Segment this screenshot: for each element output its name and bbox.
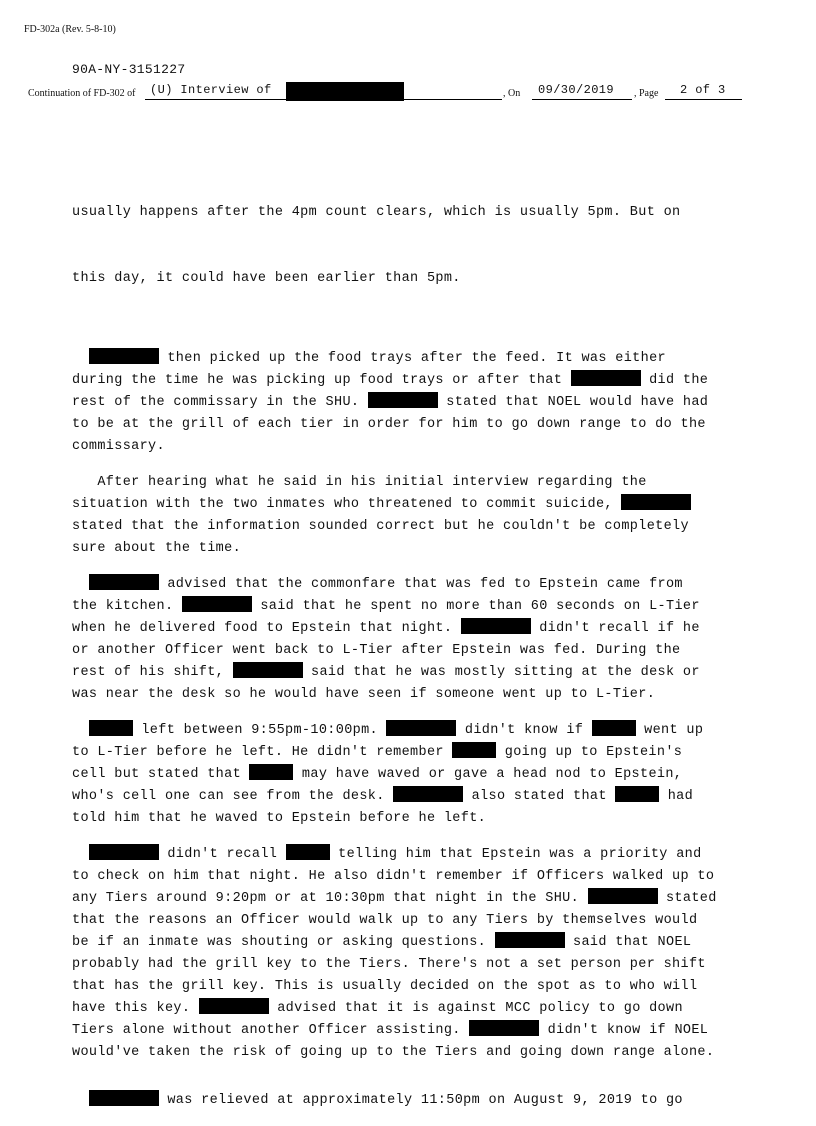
text-segment: didn't recall (158, 847, 286, 862)
text-segment: didn't know if NOEL (539, 1023, 709, 1038)
text-line (72, 1020, 752, 1042)
redaction-block (89, 844, 159, 860)
file-number: 90A-NY-3151227 (72, 62, 186, 77)
redaction-block (286, 82, 404, 101)
redaction-block (199, 998, 269, 1014)
text-line (72, 1090, 752, 1112)
text-segment: that the reasons an Officer would walk up to any Tiers by themselves would (72, 913, 698, 928)
page-label: , Page (634, 88, 659, 99)
text-segment (72, 577, 89, 592)
text-line (72, 888, 752, 910)
text-segment: sure about the time. (72, 541, 242, 556)
text-segment: said that he spent no more than 60 seconds on L-Tier (251, 599, 700, 614)
text-segment: would've taken the risk of going up to the Tiers and going down range alone. (72, 1045, 715, 1060)
text-line (72, 910, 752, 932)
text-line (72, 932, 752, 954)
text-line (72, 370, 752, 392)
text-line (72, 844, 752, 866)
text-segment: then picked up the food trays after the feed. It was either (158, 351, 666, 366)
redaction-block (461, 618, 531, 634)
text-segment (72, 351, 89, 366)
text-line (72, 764, 752, 786)
page-value: 2 of 3 (680, 83, 726, 97)
text-line (72, 392, 752, 414)
text-segment: that has the grill key. This is usually decided on the spot as to who will (72, 979, 698, 994)
text-line (72, 866, 752, 888)
text-segment: did the (640, 373, 709, 388)
redaction-block (621, 494, 691, 510)
text-segment: also stated that (463, 789, 616, 804)
text-segment: said that NOEL (564, 935, 692, 950)
text-line (72, 720, 752, 742)
text-segment: said that he was mostly sitting at the desk or (302, 665, 700, 680)
text-line (72, 808, 752, 830)
redaction-block (592, 720, 636, 736)
date-underline (532, 99, 632, 100)
redaction-block (386, 720, 456, 736)
redaction-block (469, 1020, 539, 1036)
text-line (72, 538, 752, 560)
text-line: this day, it could have been earlier than 5pm. (72, 271, 461, 286)
text-segment: didn't know if (456, 723, 592, 738)
text-segment: going up to Epstein's (496, 745, 683, 760)
text-line (72, 662, 752, 684)
redaction-block (249, 764, 293, 780)
redaction-block (89, 348, 159, 364)
text-line (72, 954, 752, 976)
text-line (72, 348, 752, 370)
text-line (72, 516, 752, 538)
page-underline (665, 99, 742, 100)
text-segment: rest of the commissary in the SHU. (72, 395, 368, 410)
redaction-block (182, 596, 252, 612)
text-segment: stated (657, 891, 717, 906)
text-segment: After hearing what he said in his initial interview regarding the (72, 475, 647, 490)
redaction-block (588, 888, 658, 904)
redaction-block (615, 786, 659, 802)
text-segment: be if an inmate was shouting or asking questions. (72, 935, 495, 950)
text-line (72, 640, 752, 662)
on-label: , On (503, 88, 521, 99)
text-segment: probably had the grill key to the Tiers. There's not a set person per shift (72, 957, 706, 972)
paragraph-3 (72, 472, 752, 560)
text-segment: didn't recall if he (530, 621, 700, 636)
continuation-label: Continuation of FD-302 of (28, 88, 136, 99)
text-line (72, 684, 752, 706)
text-segment: had (659, 789, 694, 804)
text-line (72, 1042, 752, 1064)
text-segment: stated that the information sounded correct but he couldn't be completely (72, 519, 689, 534)
redaction-block (571, 370, 641, 386)
text-line (72, 596, 752, 618)
text-segment (72, 1093, 89, 1108)
text-segment: to L-Tier before he left. He didn't remember (72, 745, 453, 760)
text-segment: cell but stated that (72, 767, 250, 782)
text-segment: the kitchen. (72, 599, 182, 614)
text-segment: telling him that Epstein was a priority and (329, 847, 702, 862)
date-value: 09/30/2019 (538, 83, 615, 97)
text-segment (72, 847, 89, 862)
paragraph-2 (72, 348, 752, 458)
text-line: usually happens after the 4pm count clears, which is usually 5pm. But on (72, 205, 681, 220)
redaction-block (233, 662, 303, 678)
redaction-block (89, 1090, 159, 1106)
text-line (72, 786, 752, 808)
paragraph-7 (72, 1090, 752, 1112)
text-segment (72, 723, 89, 738)
form-id: FD-302a (Rev. 5-8-10) (24, 24, 116, 35)
text-segment: who's cell one can see from the desk. (72, 789, 394, 804)
paragraph-6 (72, 844, 752, 1064)
text-segment: advised that the commonfare that was fed to Epstein came from (158, 577, 683, 592)
text-segment: was relieved at approximately 11:50pm on August 9, 2019 to go (158, 1093, 683, 1108)
text-line (72, 494, 752, 516)
text-segment: to be at the grill of each tier in order for him to go down range to do the (72, 417, 706, 432)
redaction-block (89, 720, 133, 736)
text-segment: left between 9:55pm-10:00pm. (132, 723, 387, 738)
text-segment: any Tiers around 9:20pm or at 10:30pm that night in the SHU. (72, 891, 588, 906)
redaction-block (286, 844, 330, 860)
text-segment: situation with the two inmates who threatened to commit suicide, (72, 497, 622, 512)
text-segment: or another Officer went back to L-Tier after Epstein was fed. During the (72, 643, 681, 658)
subject-text: (U) Interview of (150, 83, 272, 97)
text-line (72, 998, 752, 1020)
redaction-block (89, 574, 159, 590)
text-line (72, 414, 752, 436)
text-segment: during the time he was picking up food trays or after that (72, 373, 571, 388)
paragraph-5 (72, 720, 752, 830)
redaction-block (495, 932, 565, 948)
text-line (72, 574, 752, 596)
text-segment: Tiers alone without another Officer assisting. (72, 1023, 470, 1038)
text-line (72, 618, 752, 640)
text-segment: advised that it is against MCC policy to go down (268, 1001, 683, 1016)
redaction-block (368, 392, 438, 408)
text-line (72, 976, 752, 998)
paragraph-4 (72, 574, 752, 706)
text-segment: was near the desk so he would have seen if someone went up to L-Tier. (72, 687, 656, 702)
text-segment: commissary. (72, 439, 165, 454)
text-segment: to check on him that night. He also didn't remember if Officers walked up to (72, 869, 715, 884)
text-segment: stated that NOEL would have had (437, 395, 709, 410)
text-segment: went up (635, 723, 704, 738)
text-segment: told him that he waved to Epstein before he left. (72, 811, 487, 826)
text-line (72, 436, 752, 458)
text-segment: may have waved or gave a head nod to Epstein, (293, 767, 683, 782)
text-segment: have this key. (72, 1001, 199, 1016)
redaction-block (393, 786, 463, 802)
text-line (72, 742, 752, 764)
redaction-block (452, 742, 496, 758)
text-segment: when he delivered food to Epstein that night. (72, 621, 461, 636)
text-segment: rest of his shift, (72, 665, 233, 680)
text-line (72, 472, 752, 494)
paragraph-1 (72, 158, 752, 334)
document-body (72, 158, 752, 1126)
